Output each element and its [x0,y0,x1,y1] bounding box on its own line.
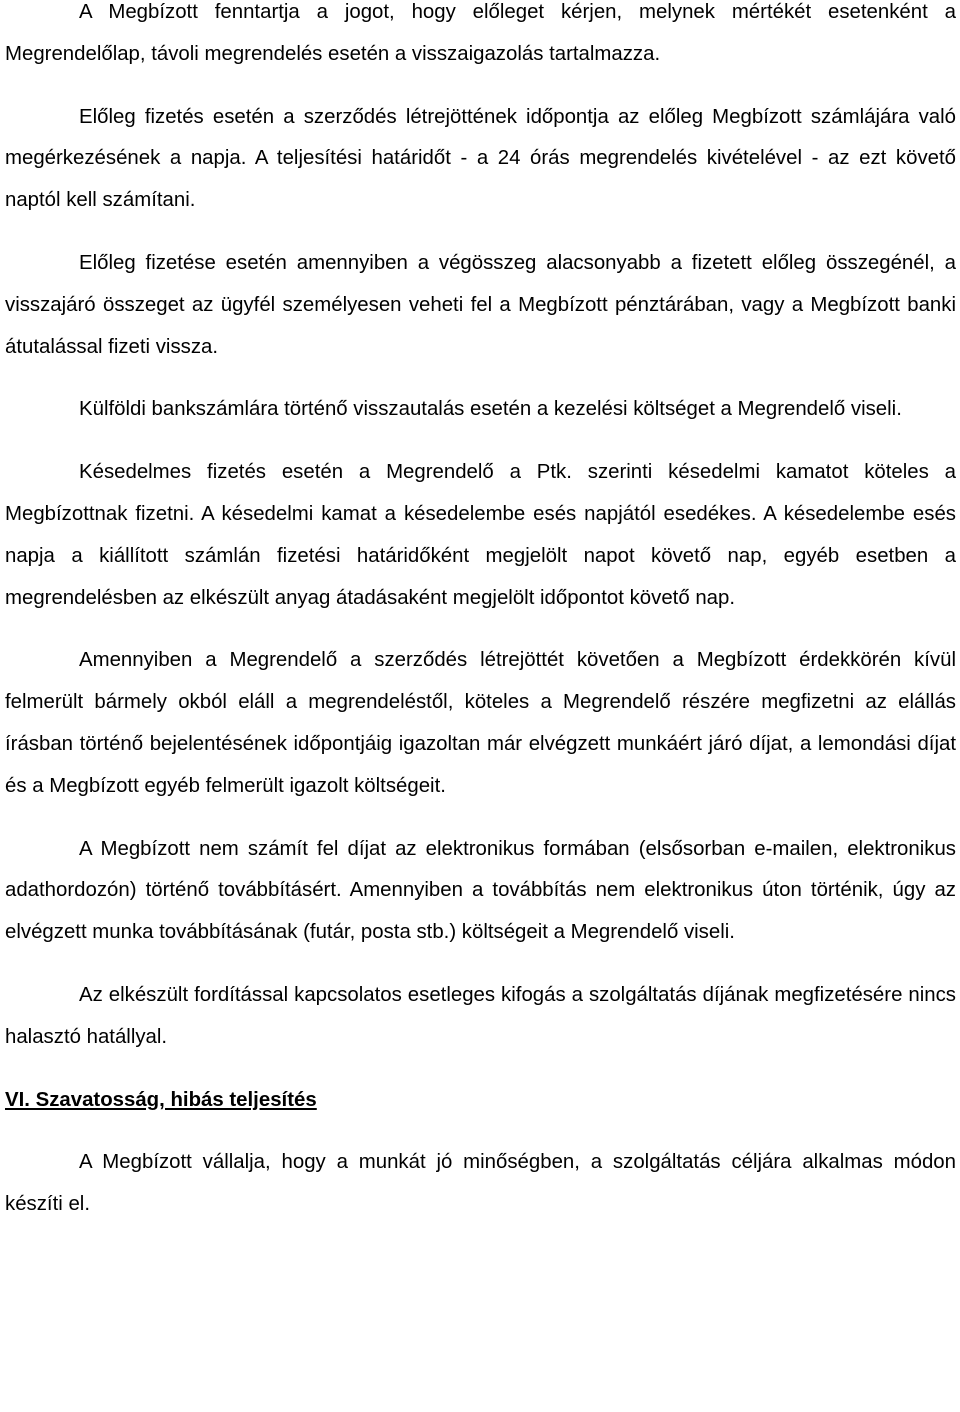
paragraph-refund: Előleg fizetése esetén amennyiben a végösszeg alacsonyabb a fizetett előleg összegénél, a visszajáró összeget az ügyfél személyesen veheti fel a Megbízott pénztárában, vagy a Megbízott banki átutalással fizeti vissza. [5,251,956,358]
document-page [5,0,956,1226]
paragraph-delivery-fees: A Megbízott nem számít fel díjat az elektronikus formában (elsősorban e-mailen, elektronikus adathordozón) történő továbbításért. Amennyiben a továbbítás nem elektronikus úton történik, úgy az elvégzett munka továbbításának (futár, posta stb.) költségeit a Megrendelő viseli. [5,837,956,944]
paragraph-foreign-transfer: Külföldi bankszámlára történő visszautalás esetén a kezelési költséget a Megrendelő viseli. [79,398,902,421]
section-heading-text: VI. Szavatosság, hibás teljesítés [5,1088,317,1111]
paragraph-contract-formation: Előleg fizetés esetén a szerződés létrejöttének időpontja az előleg Megbízott számlájára való megérkezésének a napja. A teljesítési határidőt - a 24 órás megrendelés kivételével - az ezt követő naptól kell számítani. [5,105,956,212]
paragraph-advance-payment-right: A Megbízott fenntartja a jogot, hogy előleget kérjen, melynek mértékét esetenként a Megrendelőlap, távoli megrendelés esetén a visszaigazolás tartalmazza. [5,1,956,65]
section-heading [5,1080,956,1122]
paragraph-complaint: Az elkészült fordítással kapcsolatos esetleges kifogás a szolgáltatás díjának megfizetésére nincs halasztó hatállyal. [5,983,956,1048]
paragraph-quality: A Megbízott vállalja, hogy a munkát jó minőségben, a szolgáltatás céljára alkalmas módon készíti el. [5,1151,956,1216]
paragraph-late-payment: Késedelmes fizetés esetén a Megrendelő a Ptk. szerinti késedelmi kamatot köteles a Megbízottnak fizetni. A késedelmi kamat a késedelembe esés napjától esedékes. A késedelembe esés napja a kiállított számlán fizetési határidőként megjelölt napot követő nap, egyéb esetben a megrendelésben az elkészült anyag átadásaként megjelölt időpontot követő nap. [5,461,956,609]
paragraph-withdrawal: Amennyiben a Megrendelő a szerződés létrejöttét követően a Megbízott érdekkörén kívül felmerült bármely okból eláll a megrendeléstől, köteles a Megrendelő részére megfizetni az elállás írásban történő bejelentésének időpontjáig igazoltan már elvégzett munkáért járó díjat, a lemondási díjat és a Megbízott egyéb felmerült igazolt költségeit. [5,649,956,797]
